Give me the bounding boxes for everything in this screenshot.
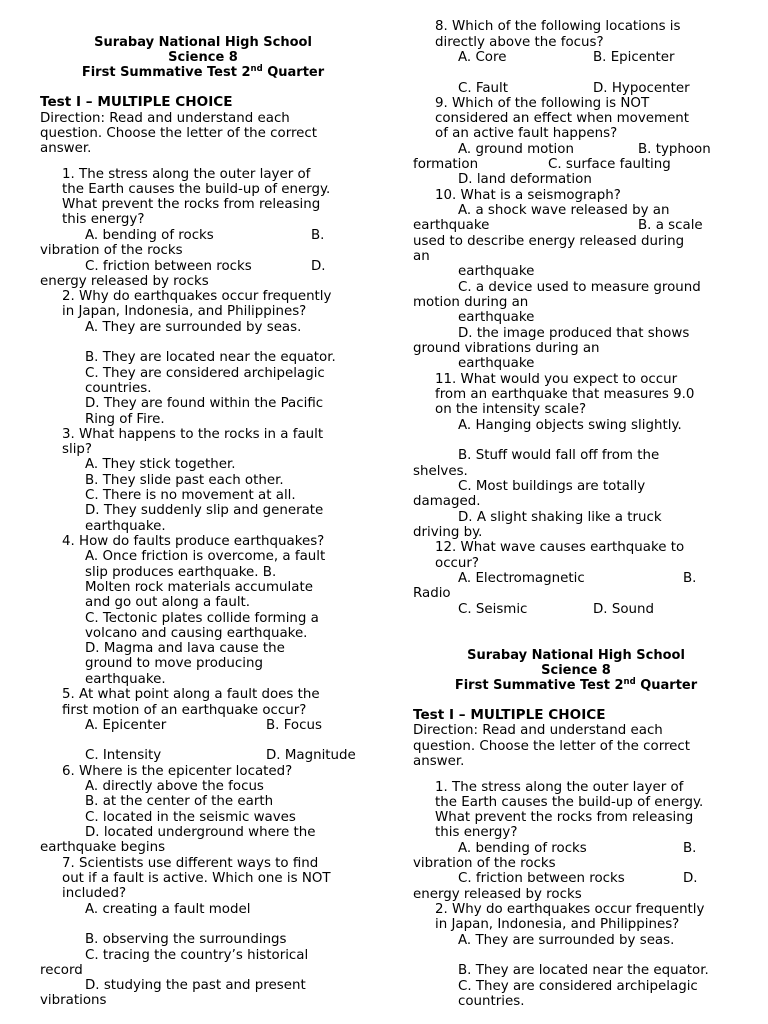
option-line: D. Sound xyxy=(593,602,654,617)
option-line: D. studying the past and present xyxy=(85,978,306,993)
option-line: used to describe energy released during xyxy=(413,234,685,249)
option-line: D. A slight shaking like a truck xyxy=(458,510,662,525)
option-line: A. Core xyxy=(458,50,507,65)
subject-title: Science 8 xyxy=(541,663,611,678)
option-line: A. creating a fault model xyxy=(85,902,251,917)
question-line: 10. What is a seismograph? xyxy=(435,188,621,203)
option-line: D. located underground where the xyxy=(85,825,316,840)
option-line: B. xyxy=(683,571,697,586)
option-line: B. They slide past each other. xyxy=(85,473,284,488)
option-line: earthquake xyxy=(458,356,535,371)
option-line: C. Tectonic plates collide forming a xyxy=(85,611,319,626)
option-line: A. Epicenter xyxy=(85,718,167,733)
option-line: B. observing the surroundings xyxy=(85,932,287,947)
question-line: 1. The stress along the outer layer of xyxy=(435,780,684,795)
option-line: B. at the center of the earth xyxy=(85,794,274,809)
option-line: C. surface faulting xyxy=(548,157,671,172)
question-line: in Japan, Indonesia, and Philippines? xyxy=(435,917,680,932)
question-line: 6. Where is the epicenter located? xyxy=(62,764,293,779)
question-line: from an earthquake that measures 9.0 xyxy=(435,387,695,402)
option-line: A. They are surrounded by seas. xyxy=(458,933,675,948)
option-line: earthquake xyxy=(413,218,490,233)
option-line: C. Fault xyxy=(458,81,508,96)
question-line: the Earth causes the build-up of energy. xyxy=(62,182,331,197)
option-line: D. They suddenly slip and generate xyxy=(85,503,324,518)
direction-line: question. Choose the letter of the correct xyxy=(413,739,691,754)
question-line: 7. Scientists use different ways to find xyxy=(62,856,319,871)
option-line: shelves. xyxy=(413,464,468,479)
option-line: countries. xyxy=(458,994,525,1009)
option-line: C. Most buildings are totally xyxy=(458,479,646,494)
option-line: Ring of Fire. xyxy=(85,412,165,427)
option-line: D. the image produced that shows xyxy=(458,326,690,341)
option-line: C. friction between rocks xyxy=(85,259,252,274)
option-line: C. There is no movement at all. xyxy=(85,488,296,503)
test-heading: Test I – MULTIPLE CHOICE xyxy=(40,94,233,110)
option-line: A. directly above the focus xyxy=(85,779,264,794)
option-line: A. They stick together. xyxy=(85,457,236,472)
option-line: energy released by rocks xyxy=(40,274,209,289)
question-line: What prevent the rocks from releasing xyxy=(62,197,321,212)
option-line: Radio xyxy=(413,586,451,601)
question-line: occur? xyxy=(435,556,480,571)
question-line: 9. Which of the following is NOT xyxy=(435,96,650,111)
option-line: volcano and causing earthquake. xyxy=(85,626,308,641)
question-line: directly above the focus? xyxy=(435,35,604,50)
option-line: energy released by rocks xyxy=(413,887,582,902)
direction-line: answer. xyxy=(413,754,465,769)
question-line: out if a fault is active. Which one is NOT xyxy=(62,871,331,886)
option-line: C. Seismic xyxy=(458,602,528,617)
question-line: 12. What wave causes earthquake to xyxy=(435,540,685,555)
option-line: C. tracing the country’s historical xyxy=(85,948,309,963)
option-line: B. a scale xyxy=(638,218,703,233)
option-line: record xyxy=(40,963,83,978)
direction-line: answer. xyxy=(40,141,92,156)
option-line: D. land deformation xyxy=(458,172,592,187)
option-line: damaged. xyxy=(413,494,481,509)
option-line: B. typhoon xyxy=(638,142,711,157)
option-line: earthquake. xyxy=(85,519,166,534)
question-line: in Japan, Indonesia, and Philippines? xyxy=(62,304,307,319)
direction-line: Direction: Read and understand each xyxy=(413,723,663,738)
option-line: ground vibrations during an xyxy=(413,341,600,356)
option-line: A. Hanging objects swing slightly. xyxy=(458,418,682,433)
option-line: B. xyxy=(683,841,697,856)
question-line: 4. How do faults produce earthquakes? xyxy=(62,534,325,549)
school-name: Surabay National High School xyxy=(94,35,312,50)
option-line: B. Stuff would fall off from the xyxy=(458,448,660,463)
option-line: an xyxy=(413,249,430,264)
option-line: D. Hypocenter xyxy=(593,81,690,96)
school-name: Surabay National High School xyxy=(467,648,685,663)
question-line: of an active fault happens? xyxy=(435,126,618,141)
option-line: D. xyxy=(683,871,698,886)
question-line: 2. Why do earthquakes occur frequently xyxy=(435,902,705,917)
question-line: 1. The stress along the outer layer of xyxy=(62,167,311,182)
question-line: this energy? xyxy=(435,825,518,840)
option-line: C. friction between rocks xyxy=(458,871,625,886)
option-line: Molten rock materials accumulate xyxy=(85,580,313,595)
option-line: B. xyxy=(311,228,325,243)
question-line: on the intensity scale? xyxy=(435,402,587,417)
option-line: vibration of the rocks xyxy=(413,856,556,871)
option-line: motion during an xyxy=(413,295,529,310)
option-line: A. They are surrounded by seas. xyxy=(85,320,302,335)
direction-line: Direction: Read and understand each xyxy=(40,111,290,126)
question-line: What prevent the rocks from releasing xyxy=(435,810,694,825)
question-line: first motion of an earthquake occur? xyxy=(62,703,307,718)
option-line: vibration of the rocks xyxy=(40,243,183,258)
question-line: 11. What would you expect to occur xyxy=(435,372,678,387)
option-line: C. a device used to measure ground xyxy=(458,280,701,295)
option-line: countries. xyxy=(85,381,152,396)
option-line: D. Magnitude xyxy=(266,748,356,763)
question-line: 3. What happens to the rocks in a fault xyxy=(62,427,324,442)
option-line: D. xyxy=(311,259,326,274)
option-line: A. a shock wave released by an xyxy=(458,203,670,218)
option-line: D. Magma and lava cause the xyxy=(85,641,285,656)
test-title-line: First Summative Test 2nd Quarter xyxy=(81,64,325,80)
option-line: ground to move producing xyxy=(85,656,263,671)
test-title-line: First Summative Test 2nd Quarter xyxy=(454,677,698,693)
question-line: 5. At what point along a fault does the xyxy=(62,687,320,702)
option-line: A. Once friction is overcome, a fault xyxy=(85,549,326,564)
option-line: A. bending of rocks xyxy=(458,841,587,856)
option-line: vibrations xyxy=(40,993,107,1008)
option-line: earthquake. xyxy=(85,672,166,687)
option-line: B. Epicenter xyxy=(593,50,675,65)
question-line: included? xyxy=(62,886,127,901)
option-line: A. Electromagnetic xyxy=(458,571,585,586)
option-line: earthquake begins xyxy=(40,840,166,855)
option-line: B. They are located near the equator. xyxy=(85,350,336,365)
question-line: considered an effect when movement xyxy=(435,111,690,126)
option-line: slip produces earthquake. B. xyxy=(85,565,277,580)
option-line: B. They are located near the equator. xyxy=(458,963,709,978)
option-line: A. bending of rocks xyxy=(85,228,214,243)
option-line: C. Intensity xyxy=(85,748,162,763)
question-line: 8. Which of the following locations is xyxy=(435,19,681,34)
question-line: 2. Why do earthquakes occur frequently xyxy=(62,289,332,304)
option-line: C. They are considered archipelagic xyxy=(85,366,325,381)
subject-title: Science 8 xyxy=(168,50,238,65)
option-line: B. Focus xyxy=(266,718,322,733)
option-line: earthquake xyxy=(458,310,535,325)
question-line: the Earth causes the build-up of energy. xyxy=(435,795,704,810)
option-line: earthquake xyxy=(458,264,535,279)
option-line: A. ground motion xyxy=(458,142,574,157)
direction-line: question. Choose the letter of the correct xyxy=(40,126,318,141)
option-line: D. They are found within the Pacific xyxy=(85,396,324,411)
option-line: C. They are considered archipelagic xyxy=(458,979,698,994)
option-line: and go out along a fault. xyxy=(85,595,251,610)
test-heading: Test I – MULTIPLE CHOICE xyxy=(413,707,606,723)
question-line: slip? xyxy=(62,442,93,457)
question-line: this energy? xyxy=(62,212,145,227)
option-line: driving by. xyxy=(413,525,483,540)
option-line: C. located in the seismic waves xyxy=(85,810,296,825)
option-line: formation xyxy=(413,157,479,172)
